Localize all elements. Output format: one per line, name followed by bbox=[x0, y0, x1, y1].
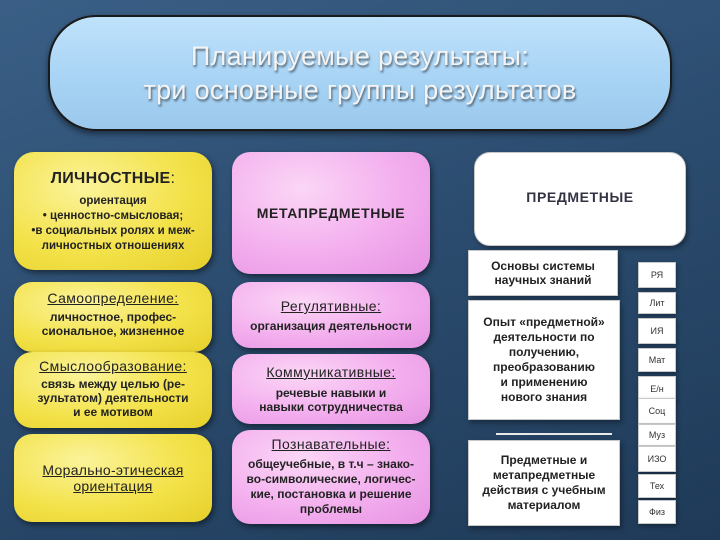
meaning-formation-header: Смыслообразование: bbox=[39, 358, 187, 374]
meaning-formation-box bbox=[14, 352, 212, 428]
subject-tag-label: ИЗО bbox=[647, 454, 667, 464]
subject-results-header-box bbox=[474, 152, 686, 246]
self-determination-header: Самоопределение: bbox=[47, 290, 179, 306]
subject-tag-label: Физ bbox=[649, 507, 665, 517]
personal-results-header bbox=[14, 170, 212, 188]
subject-meta-line: материалом bbox=[507, 498, 581, 512]
subject-tag-lit bbox=[638, 292, 676, 314]
moral-ethical-line: ориентация bbox=[73, 478, 153, 494]
subject-tag-label: РЯ bbox=[650, 270, 664, 280]
experience-line: и применению bbox=[500, 375, 588, 389]
subject-tag-soc bbox=[638, 398, 676, 424]
subject-tag-fiz bbox=[638, 500, 676, 524]
subject-tag-label: ИЯ bbox=[650, 326, 664, 336]
subject-meta-line: метапредметные bbox=[492, 468, 596, 482]
cognitive-box bbox=[232, 430, 430, 524]
self-determination-line: сиональное, жизненное bbox=[41, 324, 185, 338]
experience-line: преобразованию bbox=[493, 360, 595, 374]
experience-line: деятельности по bbox=[493, 330, 595, 344]
cognitive-line: проблемы bbox=[299, 502, 363, 516]
subject-tag-label: Мат bbox=[648, 355, 666, 365]
subject-tag-iya bbox=[638, 318, 676, 344]
subject-meta-line: Предметные и bbox=[500, 453, 588, 467]
meaning-formation-line: и ее мотивом bbox=[73, 405, 153, 419]
title-banner bbox=[48, 15, 672, 131]
personal-line: •в социальных ролях и меж- bbox=[31, 225, 195, 237]
science-basis-line: Основы системы bbox=[491, 259, 595, 273]
communicative-line: речевые навыки и bbox=[275, 386, 387, 400]
self-determination-box bbox=[14, 282, 212, 352]
science-basis-line: научных знаний bbox=[494, 273, 592, 287]
communicative-line: навыки сотрудничества bbox=[259, 400, 403, 414]
title-line-1: Планируемые результаты: bbox=[190, 41, 530, 71]
cognitive-header: Познавательные: bbox=[271, 436, 391, 452]
moral-ethical-box bbox=[14, 434, 212, 522]
subject-tag-label: Соц bbox=[648, 406, 666, 416]
meta-results-box bbox=[232, 152, 430, 274]
personal-header-colon: : bbox=[170, 170, 176, 187]
regulative-line: организация деятельности bbox=[250, 319, 412, 333]
subject-tag-teh bbox=[638, 474, 676, 498]
science-basis-box bbox=[468, 250, 618, 296]
regulative-box bbox=[232, 282, 430, 348]
personal-line: личностных отношениях bbox=[41, 240, 185, 252]
subject-tag-label: Е/н bbox=[650, 384, 664, 394]
experience-line: получению, bbox=[508, 345, 580, 359]
personal-line: • ценностно-смысловая; bbox=[42, 210, 184, 222]
meaning-formation-line: связь между целью (ре- bbox=[41, 377, 185, 391]
personal-line: ориентация bbox=[79, 195, 147, 207]
title-line-2: три основные группы результатов bbox=[143, 75, 577, 105]
regulative-header: Регулятивные: bbox=[280, 298, 382, 314]
cognitive-line: во-символические, логичес- bbox=[246, 472, 416, 486]
cognitive-line: общеучебные, в т.ч – знако- bbox=[247, 457, 415, 471]
communicative-box bbox=[232, 354, 430, 424]
subject-results-header: ПРЕДМЕТНЫЕ bbox=[526, 189, 634, 205]
subject-meta-actions-box bbox=[468, 440, 620, 526]
meta-results-header: МЕТАПРЕДМЕТНЫЕ bbox=[256, 205, 406, 221]
experience-box bbox=[468, 300, 620, 420]
subject-tag-izo bbox=[638, 446, 676, 472]
experience-line: нового знания bbox=[500, 390, 588, 404]
moral-ethical-line: Морально-этическая bbox=[42, 462, 184, 478]
subject-tag-muz bbox=[638, 424, 676, 446]
cognitive-line: кие, постановка и решение bbox=[250, 487, 412, 501]
subject-tag-mat bbox=[638, 348, 676, 372]
divider-line bbox=[496, 433, 612, 435]
personal-results-box bbox=[14, 152, 212, 270]
self-determination-line: личностное, профес- bbox=[49, 310, 177, 324]
personal-header-text: ЛИЧНОСТНЫЕ bbox=[50, 170, 171, 187]
subject-tag-label: Лит bbox=[649, 298, 665, 308]
subject-tag-label: Муз bbox=[648, 430, 666, 440]
personal-results-text bbox=[14, 194, 212, 254]
subject-meta-line: действия с учебным bbox=[482, 483, 606, 497]
subject-tag-label: Тех bbox=[649, 481, 665, 491]
meaning-formation-line: зультатом) деятельности bbox=[37, 391, 189, 405]
communicative-header: Коммуникативные: bbox=[266, 364, 396, 380]
subject-tag-ry bbox=[638, 262, 676, 288]
experience-line: Опыт «предметной» bbox=[483, 315, 605, 329]
